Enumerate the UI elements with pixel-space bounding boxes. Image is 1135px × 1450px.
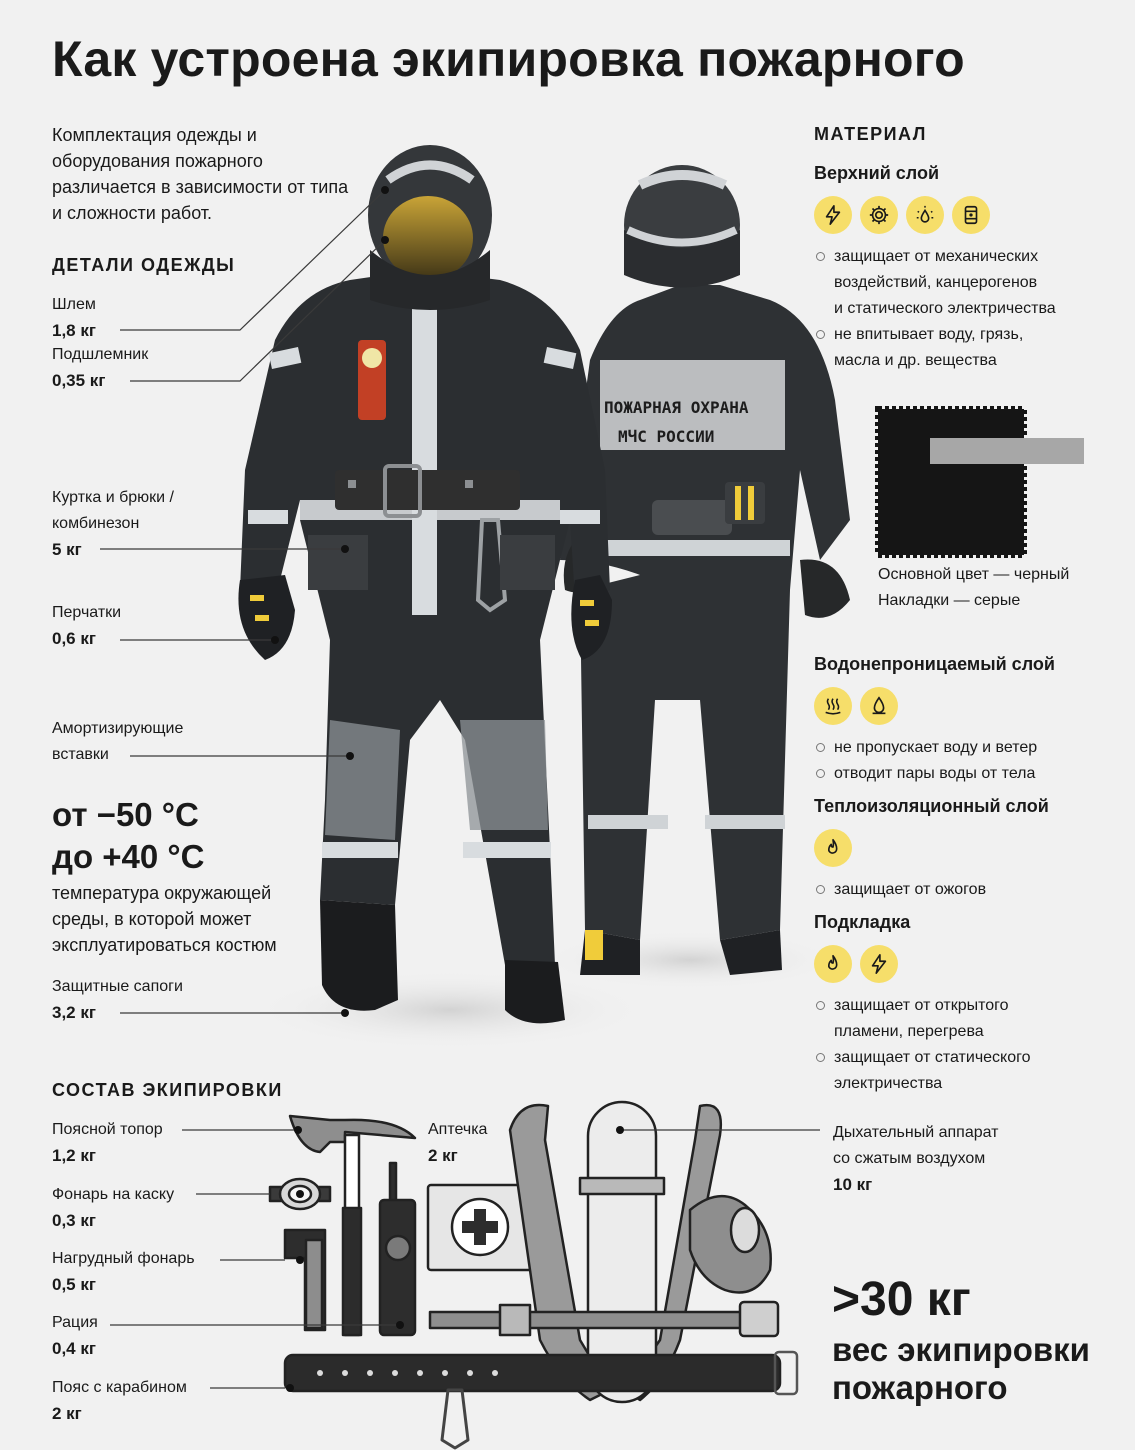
item-label: Нагрудный фонарь <box>52 1250 195 1267</box>
item-label: Аптечка <box>428 1121 488 1138</box>
item-label: Поясной топор <box>52 1121 163 1138</box>
item-label: Куртка и брюки / <box>52 489 174 506</box>
item-weight: 2 кг <box>52 1404 82 1423</box>
carabiner-belt <box>285 1355 780 1391</box>
bullet-item: защищает от статического <box>814 1045 1031 1071</box>
radio-antenna <box>390 1163 396 1203</box>
flame-icon <box>814 829 852 867</box>
bullet-item: не пропускает воду и ветер <box>814 735 1055 761</box>
suit-back-text-1: ПОЖАРНАЯ ОХРАНА <box>604 398 749 417</box>
lightning-icon <box>860 945 898 983</box>
waterproof-bullets <box>814 735 1055 787</box>
item-weight: 0,5 кг <box>52 1275 96 1294</box>
bullet-item: не впитывает воду, грязь, <box>814 322 1056 348</box>
item-label: Перчатки <box>52 604 122 621</box>
bullet-cont: масла и др. вещества <box>834 352 997 369</box>
bullet-cont: пламени, перегрева <box>834 1023 984 1040</box>
item-label: Фонарь на каску <box>52 1186 175 1203</box>
belt-clip <box>500 1305 530 1335</box>
item-weight: 1,8 кг <box>52 321 96 340</box>
page-title: Как устроена экипировка пожарного <box>52 31 965 87</box>
bullet-item: защищает от открытого <box>814 993 1031 1019</box>
item-weight: 5 кг <box>52 540 82 559</box>
item-weight: 0,4 кг <box>52 1339 96 1358</box>
drop-sun-icon <box>906 196 944 234</box>
thermal-block <box>814 796 1049 903</box>
temp-desc-1: температура окружающей <box>52 883 272 903</box>
thermal-icons <box>814 829 1049 867</box>
gear-icon <box>860 196 898 234</box>
total-weight-value: >30 кг <box>832 1273 971 1326</box>
bullet-cont: и статического электричества <box>834 300 1056 317</box>
waterproof-block <box>814 654 1055 787</box>
bullet-cont: воздействий, канцерогенов <box>834 274 1038 291</box>
item-label: Дыхательный аппарат <box>833 1124 999 1141</box>
top-layer-block <box>814 163 1056 374</box>
apparatus-waist-belt <box>430 1312 775 1328</box>
item-weight: 0,35 кг <box>52 371 106 390</box>
item-label-2: со сжатым воздухом <box>833 1150 986 1167</box>
swatch-overlay-strip <box>930 438 1084 464</box>
item-weight: 1,2 кг <box>52 1146 96 1165</box>
mask-visor <box>731 1208 759 1252</box>
barrel-icon <box>952 196 990 234</box>
belt-buckle <box>740 1302 778 1336</box>
lightning-icon <box>814 196 852 234</box>
firefighter-front <box>238 145 612 1023</box>
lining-block <box>814 912 1031 1097</box>
total-weight-block <box>832 1272 1090 1407</box>
item-weight: 0,3 кг <box>52 1211 96 1230</box>
bullet-cont: электричества <box>834 1075 943 1092</box>
lining-bullets <box>814 993 1031 1097</box>
total-weight-desc-2: пожарного <box>832 1369 1008 1406</box>
thermal-title: Теплоизоляционный слой <box>814 796 1049 816</box>
temp-desc-2: среды, в которой может <box>52 909 252 929</box>
fabric-swatch <box>874 405 1089 560</box>
top-layer-bullets <box>814 244 1056 374</box>
intro-text: Комплектация одежды и оборудования пожарного различается в зависимости от типа и сложности работ. <box>52 125 349 223</box>
item-weight: 3,2 кг <box>52 1003 96 1022</box>
bullet-item: отводит пары воды от тела <box>814 761 1055 787</box>
swatch-notes <box>878 562 1069 614</box>
bullet-item: защищает от механических <box>814 244 1056 270</box>
item-weight: 2 кг <box>428 1146 458 1165</box>
item-label: Шлем <box>52 296 96 313</box>
lining-title: Подкладка <box>814 912 911 932</box>
item-weight: 10 кг <box>833 1175 873 1194</box>
axe-grip <box>343 1208 361 1335</box>
total-weight-desc-1: вес экипировки <box>832 1331 1090 1368</box>
breathing-mask <box>690 1196 771 1292</box>
overlay-color-note: Накладки — серые <box>878 592 1021 609</box>
item-label: Защитные сапоги <box>52 978 183 995</box>
steam-icon <box>814 687 852 725</box>
temp-desc-3: эксплуатироваться костюм <box>52 935 277 955</box>
flame-icon <box>814 945 852 983</box>
thermal-bullets <box>814 877 1049 903</box>
waterproof-icons <box>814 687 1055 725</box>
radio-speaker <box>386 1236 410 1260</box>
chest-light-panel <box>306 1240 322 1328</box>
suit-back-text-2: МЧС РОССИИ <box>618 427 715 446</box>
item-label: Пояс с карабином <box>52 1379 187 1396</box>
temp-max: до +40 °С <box>52 838 205 875</box>
bullet-item: защищает от ожогов <box>814 877 1049 903</box>
item-weight: 0,6 кг <box>52 629 96 648</box>
temp-min: от −50 °С <box>52 796 199 833</box>
equipment-heading: СОСТАВ ЭКИПИРОВКИ <box>52 1080 283 1100</box>
material-heading: МАТЕРИАЛ <box>814 124 927 144</box>
radio-body <box>380 1200 415 1335</box>
item-label-2: вставки <box>52 746 109 763</box>
item-label: Рация <box>52 1314 98 1331</box>
drop-icon <box>860 687 898 725</box>
top-layer-title: Верхний слой <box>814 163 940 183</box>
lining-icons <box>814 945 1031 983</box>
clothing-heading: ДЕТАЛИ ОДЕЖДЫ <box>52 255 236 275</box>
waterproof-title: Водонепроницаемый слой <box>814 654 1055 674</box>
harness-buckle-top <box>580 1178 664 1194</box>
top-layer-icons <box>814 196 1056 234</box>
item-label: Подшлемник <box>52 346 149 363</box>
item-label: Амортизирующие <box>52 720 184 737</box>
item-label-2: комбинезон <box>52 515 140 532</box>
carabiner <box>442 1390 468 1448</box>
main-color-note: Основной цвет — черный <box>878 566 1070 583</box>
